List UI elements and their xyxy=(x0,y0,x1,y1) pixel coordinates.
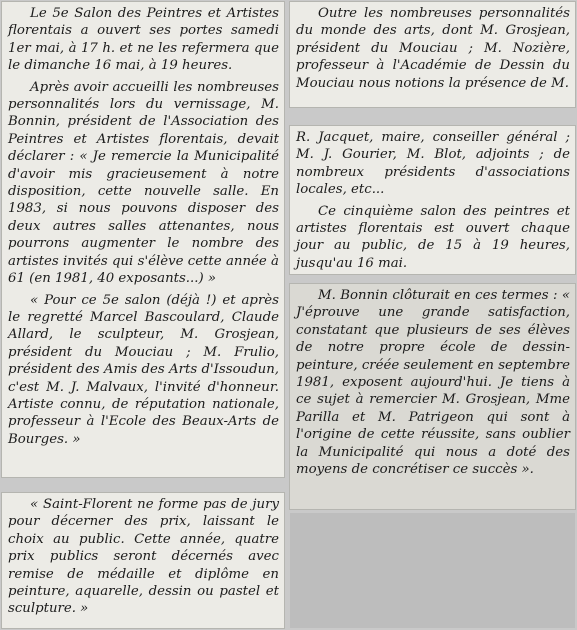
paragraph-guest-of-honour: « Pour ce 5e salon (déjà !) et après le regretté Marcel Bascoulard, Claude Allard, le sculpteur, M. Grosjean, président du Mouciau ; M. Frulio, président des Amis des Arts d'Issoudun, c'est M. J. Malvaux, l'invité d'honneur. Artiste connu, de réputation nationale, professeur à l'Ecole des Beaux-Arts de Bourges. » xyxy=(8,292,279,447)
paragraph-prizes: « Saint-Florent ne forme pas de jury pour décerner des prix, laissant le choix au public. Cette année, quatre prix publics seront décernés avec remise de médaille et diplôme en peinture, aquarelle, dessin ou pastel et sculpture. » xyxy=(8,497,279,617)
paragraph-bonnin-speech: Après avoir accueilli les nombreuses personnalités lors du vernissage, M. Bonnin, président de l'Association des Peintres et Artistes florentais, devait déclarer : « Je remercie la Municipalité d'avoir mis gracieusement à notre disposition, cette nouvelle salle. En 1983, si nous pouvons disposer des deux autres salles attenantes, nous pourrons augmenter le nombre des artistes invités qui s'élève cette année à 61 (en 1981, 40 exposants...) » xyxy=(8,79,279,287)
clipping-officials-and-hours xyxy=(290,126,575,274)
clipping-public-prizes xyxy=(2,493,284,628)
clipping-salon-opening xyxy=(2,2,284,477)
paragraph-closing: M. Bonnin clôturait en ces termes : « J'éprouve une grande satisfaction, constatant que plusieurs de ses élèves de notre propre école de dessin-peinture, créée seulement en septembre 1981, exposent aujourd'hui. Je tiens à ce sujet à remercier M. Grosjean, Mme Parilla et M. Patrigeon qui sont à l'origine de cette réussite, sans oublier la Municipalité qui nous a doté des moyens de concrétiser ce succès ». xyxy=(296,288,570,478)
clipping-closing-speech xyxy=(290,284,575,509)
paragraph-officials: R. Jacquet, maire, conseiller général ; M. J. Gourier, M. Blot, adjoints ; de nombreux présidents d'associations locales, etc... xyxy=(296,130,570,198)
clipping-personalities xyxy=(290,2,575,107)
paragraph-opening-hours: Ce cinquième salon des peintres et artistes florentais est ouvert chaque jour au public, de 15 à 19 heures, jusqu'au 16 mai. xyxy=(296,203,570,271)
paragraph-personalities: Outre les nombreuses personnalités du monde des arts, dont M. Grosjean, président du Mouciau ; M. Nozière, professeur à l'Académie de Dessin du Mouciau nous notions la présence de M. xyxy=(296,6,570,91)
empty-background-area xyxy=(290,513,575,628)
paragraph-opening: Le 5e Salon des Peintres et Artistes florentais a ouvert ses portes samedi 1er mai, à 17 h. et ne les refermera que le dimanche 16 mai, à 19 heures. xyxy=(8,6,279,74)
